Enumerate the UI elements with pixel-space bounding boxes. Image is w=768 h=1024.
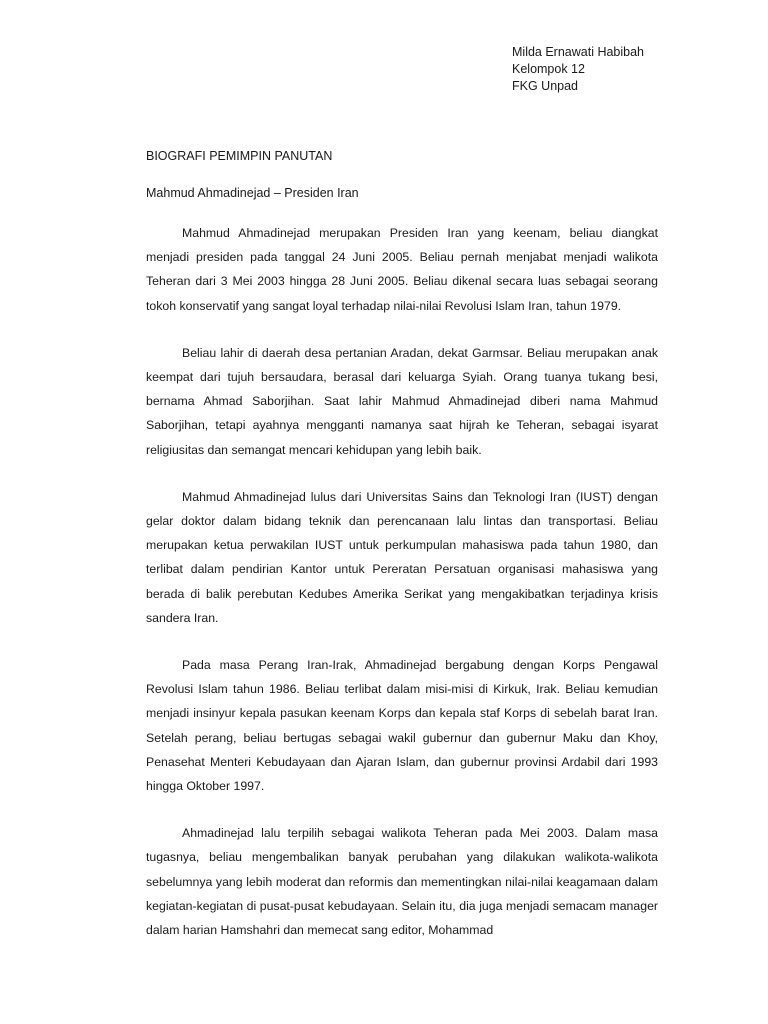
- paragraph: Beliau lahir di daerah desa pertanian Aradan, dekat Garmsar. Beliau merupakan anak keempat dari tujuh bersaudara, berasal dari keluarga Syiah. Orang tuanya tukang besi, bernama Ahmad Saborjihan. Saat lahir Mahmud Ahmadinejad diberi nama Mahmud Saborjihan, tetapi ayahnya mengganti namanya saat hijrah ke Teheran, sebagai isyarat religiusitas dan semangat mencari kehidupan yang lebih baik.: [146, 345, 658, 457]
- author-block: [512, 44, 644, 95]
- paragraph: Ahmadinejad lalu terpilih sebagai walikota Teheran pada Mei 2003. Dalam masa tugasnya, beliau mengembalikan banyak perubahan yang dilakukan walikota-walikota sebelumnya yang lebih moderat dan reformis dan mementingkan nilai-nilai keagamaan dalam kegiatan-kegiatan di pusat-pusat kebudayaan. Selain itu, dia juga menjadi semacam manager dalam harian Hamshahri dan memecat sang editor, Mohammad: [146, 826, 658, 938]
- document-body: [146, 221, 658, 965]
- paragraph: Pada masa Perang Iran-Irak, Ahmadinejad bergabung dengan Korps Pengawal Revolusi Islam tahun 1986. Beliau terlibat dalam misi-misi di Kirkuk, Irak. Beliau kemudian menjadi insinyur kepala pasukan keenam Korps dan kepala staf Korps di sebelah barat Iran. Setelah perang, beliau bertugas sebagai wakil gubernur dan gubernur Maku dan Khoy, Penasehat Menteri Kebudayaan dan Ajaran Islam, dan gubernur provinsi Ardabil dari 1993 hingga Oktober 1997.: [146, 658, 658, 794]
- author-institution: FKG Unpad: [512, 79, 579, 93]
- author-name: Milda Ernawati Habibah: [512, 45, 645, 59]
- paragraph: Mahmud Ahmadinejad merupakan Presiden Iran yang keenam, beliau diangkat menjadi presiden pada tanggal 24 Juni 2005. Beliau pernah menjabat menjadi walikota Teheran dari 3 Mei 2003 hingga 28 Juni 2005. Beliau dikenal secara luas sebagai seorang tokoh konservatif yang sangat loyal terhadap nilai-nilai Revolusi Islam Iran, tahun 1979.: [146, 226, 658, 313]
- document-subtitle: Mahmud Ahmadinejad – Presiden Iran: [146, 186, 359, 200]
- document-title: BIOGRAFI PEMIMPIN PANUTAN: [146, 149, 333, 163]
- author-group: Kelompok 12: [512, 62, 585, 76]
- paragraph: Mahmud Ahmadinejad lulus dari Universitas Sains dan Teknologi Iran (IUST) dengan gelar doktor dalam bidang teknik dan perencanaan lalu lintas dan transportasi. Beliau merupakan ketua perwakilan IUST untuk perkumpulan mahasiswa pada tahun 1980, dan terlibat dalam pendirian Kantor untuk Pereratan Persatuan organisasi mahasiswa yang berada di balik perebutan Kedubes Amerika Serikat yang mengakibatkan terjadinya krisis sandera Iran.: [146, 489, 658, 625]
